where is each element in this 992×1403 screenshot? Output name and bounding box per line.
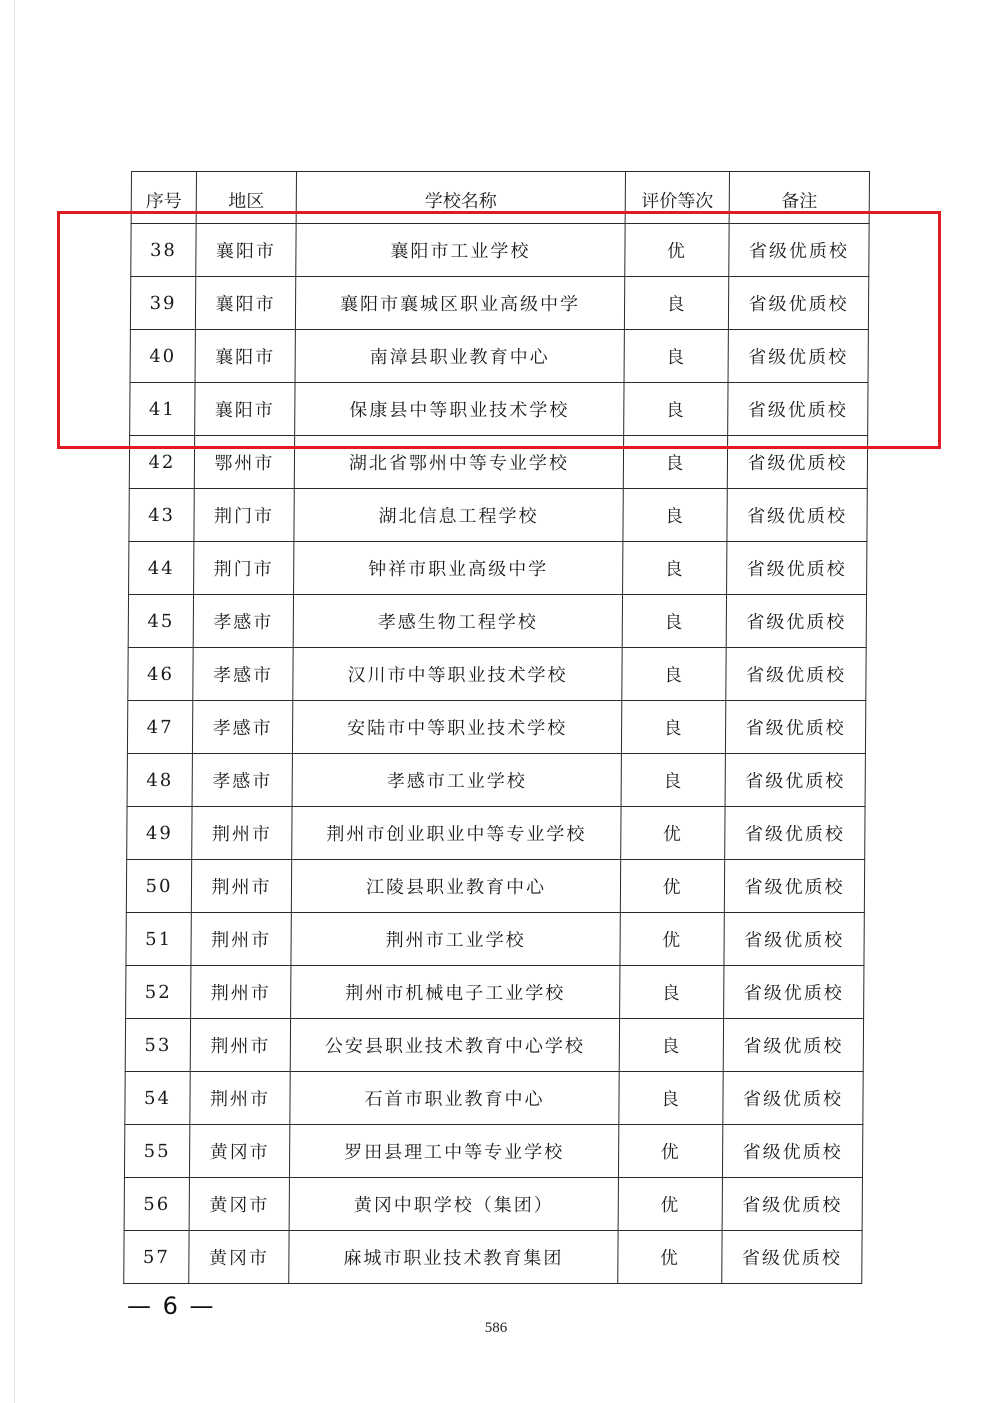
row-grade: 良 [622, 595, 726, 648]
row-school-name: 汉川市中等职业技术学校 [293, 648, 622, 701]
row-region: 襄阳市 [195, 383, 295, 436]
row-note: 省级优质校 [722, 1125, 862, 1178]
row-note: 省级优质校 [729, 224, 869, 277]
row-grade: 良 [624, 277, 728, 330]
table-body [124, 224, 869, 1284]
table-row [127, 807, 865, 860]
row-region: 荆州市 [191, 860, 291, 913]
row-school-name: 南漳县职业教育中心 [295, 330, 624, 383]
row-grade: 良 [622, 648, 726, 701]
header-school-name: 学校名称 [296, 172, 625, 224]
row-number: 39 [130, 277, 195, 330]
row-note: 省级优质校 [724, 860, 864, 913]
row-grade: 优 [621, 807, 725, 860]
row-number: 55 [124, 1125, 189, 1178]
row-grade: 优 [620, 860, 724, 913]
row-school-name: 荆州市工业学校 [291, 913, 620, 966]
header-no: 序号 [131, 172, 196, 224]
row-region: 孝感市 [193, 595, 293, 648]
row-number: 44 [129, 542, 194, 595]
table-header [131, 172, 869, 224]
row-number: 46 [128, 648, 193, 701]
row-note: 省级优质校 [727, 436, 867, 489]
row-note: 省级优质校 [728, 383, 868, 436]
row-school-name: 襄阳市工业学校 [296, 224, 625, 277]
row-number: 53 [125, 1019, 190, 1072]
row-region: 孝感市 [192, 701, 292, 754]
row-school-name: 湖北省鄂州中等专业学校 [294, 436, 623, 489]
row-note: 省级优质校 [724, 966, 864, 1019]
row-note: 省级优质校 [722, 1178, 862, 1231]
row-note: 省级优质校 [725, 754, 865, 807]
row-note: 省级优质校 [727, 489, 867, 542]
row-number: 49 [127, 807, 192, 860]
row-region: 荆门市 [194, 489, 294, 542]
row-number: 48 [127, 754, 192, 807]
row-region: 荆门市 [194, 542, 294, 595]
row-note: 省级优质校 [726, 648, 866, 701]
table-row [124, 1178, 862, 1231]
row-school-name: 保康县中等职业技术学校 [295, 383, 624, 436]
row-region: 鄂州市 [194, 436, 294, 489]
row-grade: 优 [625, 224, 729, 277]
row-number: 57 [124, 1231, 189, 1284]
school-evaluation-table [123, 171, 870, 1284]
row-grade: 良 [619, 1072, 723, 1125]
table-row [124, 1231, 862, 1284]
table-row [124, 1125, 862, 1178]
table-row [128, 648, 866, 701]
row-number: 45 [128, 595, 193, 648]
row-grade: 良 [620, 966, 724, 1019]
table-row [130, 277, 868, 330]
row-note: 省级优质校 [722, 1231, 862, 1284]
row-grade: 良 [623, 542, 727, 595]
row-grade: 良 [623, 436, 727, 489]
row-school-name: 江陵县职业教育中心 [291, 860, 620, 913]
header-row [131, 172, 869, 224]
page-edge-line [14, 0, 15, 1403]
row-note: 省级优质校 [724, 913, 864, 966]
row-grade: 良 [621, 701, 725, 754]
row-region: 孝感市 [192, 754, 292, 807]
row-grade: 良 [623, 489, 727, 542]
table-row [127, 701, 865, 754]
row-region: 黄冈市 [189, 1231, 289, 1284]
page-number: — 6 — [127, 1292, 216, 1320]
row-number: 42 [129, 436, 194, 489]
header-region: 地区 [196, 172, 296, 224]
header-grade: 评价等次 [625, 172, 729, 224]
table-row [129, 489, 867, 542]
row-region: 黄冈市 [189, 1178, 289, 1231]
row-grade: 良 [624, 383, 728, 436]
row-region: 荆州市 [190, 1019, 290, 1072]
table-row [125, 1072, 863, 1125]
row-region: 荆州市 [191, 966, 291, 1019]
row-grade: 优 [620, 913, 724, 966]
table-row [130, 383, 868, 436]
row-school-name: 钟祥市职业高级中学 [294, 542, 623, 595]
row-region: 襄阳市 [195, 277, 295, 330]
source-page-number: 586 [484, 1320, 508, 1336]
row-school-name: 襄阳市襄城区职业高级中学 [295, 277, 624, 330]
row-school-name: 黄冈中职学校（集团） [289, 1178, 618, 1231]
table-row [125, 1019, 863, 1072]
row-number: 56 [124, 1178, 189, 1231]
row-grade: 优 [618, 1231, 722, 1284]
row-number: 51 [126, 913, 191, 966]
row-note: 省级优质校 [723, 1019, 863, 1072]
row-grade: 良 [621, 754, 725, 807]
row-school-name: 荆州市机械电子工业学校 [291, 966, 620, 1019]
row-region: 荆州市 [191, 913, 291, 966]
row-grade: 优 [618, 1125, 722, 1178]
row-number: 43 [129, 489, 194, 542]
row-number: 52 [126, 966, 191, 1019]
row-note: 省级优质校 [727, 542, 867, 595]
row-note: 省级优质校 [728, 277, 868, 330]
row-number: 47 [127, 701, 192, 754]
row-grade: 良 [619, 1019, 723, 1072]
row-number: 38 [131, 224, 196, 277]
row-school-name: 石首市职业教育中心 [290, 1072, 619, 1125]
table-row [126, 913, 864, 966]
table-row [127, 754, 865, 807]
header-note: 备注 [729, 172, 869, 224]
row-school-name: 湖北信息工程学校 [294, 489, 623, 542]
row-region: 荆州市 [192, 807, 292, 860]
row-region: 襄阳市 [196, 224, 296, 277]
row-note: 省级优质校 [723, 1072, 863, 1125]
row-school-name: 罗田县理工中等专业学校 [289, 1125, 618, 1178]
row-school-name: 荆州市创业职业中等专业学校 [292, 807, 621, 860]
row-grade: 良 [624, 330, 728, 383]
row-region: 荆州市 [190, 1072, 290, 1125]
row-grade: 优 [618, 1178, 722, 1231]
row-number: 41 [130, 383, 195, 436]
row-region: 襄阳市 [195, 330, 295, 383]
row-note: 省级优质校 [725, 807, 865, 860]
row-note: 省级优质校 [728, 330, 868, 383]
table-row [128, 595, 866, 648]
row-school-name: 安陆市中等职业技术学校 [292, 701, 621, 754]
row-school-name: 孝感生物工程学校 [293, 595, 622, 648]
table-row [126, 860, 864, 913]
table-row [129, 542, 867, 595]
row-note: 省级优质校 [725, 701, 865, 754]
row-school-name: 麻城市职业技术教育集团 [289, 1231, 618, 1284]
row-number: 40 [130, 330, 195, 383]
row-region: 孝感市 [193, 648, 293, 701]
row-note: 省级优质校 [726, 595, 866, 648]
table-row [126, 966, 864, 1019]
row-region: 黄冈市 [189, 1125, 289, 1178]
table-row [130, 330, 868, 383]
table-row [131, 224, 869, 277]
row-number: 50 [126, 860, 191, 913]
table-row [129, 436, 867, 489]
row-school-name: 孝感市工业学校 [292, 754, 621, 807]
row-number: 54 [125, 1072, 190, 1125]
row-school-name: 公安县职业技术教育中心学校 [290, 1019, 619, 1072]
